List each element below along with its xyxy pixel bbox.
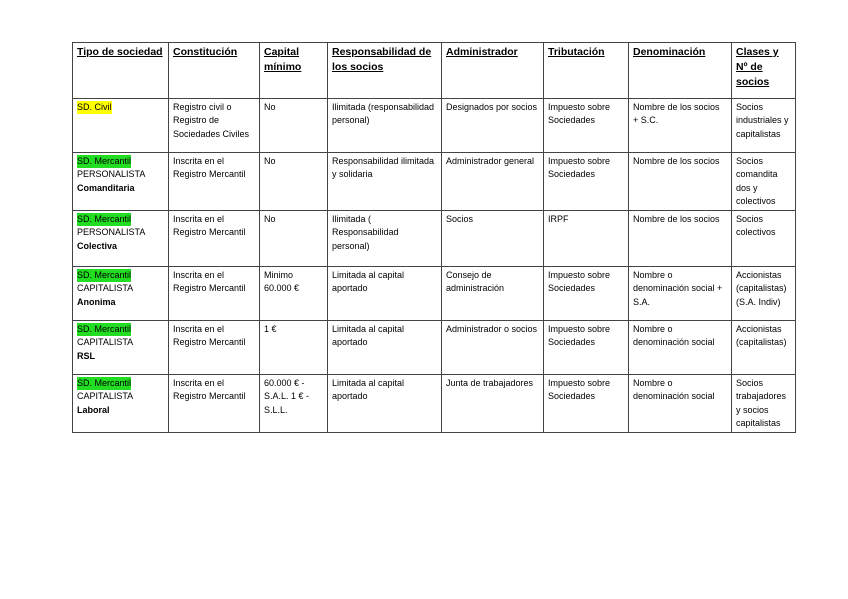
type-name: Comanditaria (77, 182, 135, 193)
cell-denominacion: Nombre de los socios (629, 211, 732, 267)
cell-constitucion: Inscrita en el Registro Mercantil (169, 375, 260, 433)
table-row (73, 375, 796, 433)
type-tag: SD. Mercantil (77, 270, 132, 281)
cell-capital: Minimo 60.000 € (260, 267, 328, 321)
type-name: Laboral (77, 404, 110, 415)
cell-administrador: Consejo de administración (442, 267, 544, 321)
cell-tributacion: Impuesto sobre Sociedades (544, 267, 629, 321)
table-row (73, 321, 796, 375)
cell-capital: 1 € (260, 321, 328, 375)
cell-denominacion: Nombre de los socios (629, 153, 732, 211)
type-name: Anonima (77, 296, 116, 307)
cell-administrador: Socios (442, 211, 544, 267)
cell-tipo (73, 375, 169, 433)
cell-tipo (73, 153, 169, 211)
cell-constitucion: Inscrita en el Registro Mercantil (169, 211, 260, 267)
type-tag: SD. Mercantil (77, 156, 132, 166)
cell-tipo (73, 211, 169, 267)
cell-administrador: Designados por socios (442, 99, 544, 153)
table-row (73, 211, 796, 267)
type-category: CAPITALISTA (77, 283, 134, 294)
cell-capital: 60.000 € - S.A.L. 1 € - S.L.L. (260, 375, 328, 433)
cell-responsabilidad: Limitada al capital aportado (328, 321, 442, 375)
table-row (73, 267, 796, 321)
cell-tributacion: Impuesto sobre Sociedades (544, 153, 629, 211)
cell-tributacion: IRPF (544, 211, 629, 267)
header-capital: Capital mínimo (260, 43, 328, 99)
cell-tributacion: Impuesto sobre Sociedades (544, 375, 629, 433)
cell-constitucion: Inscrita en el Registro Mercantil (169, 153, 260, 211)
type-tag: SD. Mercantil (77, 324, 132, 335)
header-row (73, 43, 796, 99)
cell-responsabilidad: Responsabilidad ilimitada y solidaria (328, 153, 442, 211)
cell-denominacion: Nombre o denominación social + S.A. (629, 267, 732, 321)
cell-constitucion: Inscrita en el Registro Mercantil (169, 321, 260, 375)
cell-clases: Accionistas (capitalistas) (S.A. Indiv) (732, 267, 796, 321)
cell-denominacion: Nombre de los socios + S.C. (629, 99, 732, 153)
cell-clases: Socios comandita dos y colectivos (732, 153, 796, 211)
header-denominacion: Denominación (629, 43, 732, 99)
cell-clases: Socios colectivos (732, 211, 796, 267)
cell-tipo (73, 267, 169, 321)
header-tipo: Tipo de sociedad (73, 43, 169, 99)
type-tag: SD. Mercantil (77, 378, 132, 389)
companies-table (72, 42, 796, 433)
cell-tipo (73, 321, 169, 375)
cell-denominacion: Nombre o denominación social (629, 375, 732, 433)
header-administrador: Administrador (442, 43, 544, 99)
cell-responsabilidad: Limitada al capital aportado (328, 375, 442, 433)
cell-tributacion: Impuesto sobre Sociedades (544, 321, 629, 375)
cell-responsabilidad: Ilimitada ( Responsabilidad personal) (328, 211, 442, 267)
cell-capital: No (260, 153, 328, 211)
header-responsabilidad: Responsabilidad de los socios (328, 43, 442, 99)
type-tag: SD. Mercantil (77, 214, 132, 225)
cell-constitucion: Registro civil o Registro de Sociedades Civiles (169, 99, 260, 153)
cell-constitucion: Inscrita en el Registro Mercantil (169, 267, 260, 321)
header-tributacion: Tributación (544, 43, 629, 99)
cell-administrador: Junta de trabajadores (442, 375, 544, 433)
cell-tributacion: Impuesto sobre Sociedades (544, 99, 629, 153)
cell-capital: No (260, 211, 328, 267)
type-name: RSL (77, 350, 95, 361)
type-category: CAPITALISTA (77, 337, 134, 348)
cell-responsabilidad: Ilimitada (responsabilidad personal) (328, 99, 442, 153)
table-row (73, 153, 796, 211)
header-clases: Clases y Nº de socios (732, 43, 796, 99)
cell-capital: No (260, 99, 328, 153)
cell-clases: Socios industriales y capitalistas (732, 99, 796, 153)
type-name: Colectiva (77, 240, 118, 251)
cell-administrador: Administrador general (442, 153, 544, 211)
cell-clases: Socios trabajadores y socios capitalistas (732, 375, 796, 433)
cell-responsabilidad: Limitada al capital aportado (328, 267, 442, 321)
type-category: PERSONALISTA (77, 227, 146, 238)
type-category: CAPITALISTA (77, 391, 134, 402)
cell-administrador: Administrador o socios (442, 321, 544, 375)
type-category: PERSONALISTA (77, 169, 146, 180)
table-row (73, 99, 796, 153)
cell-tipo (73, 99, 169, 153)
header-constitucion: Constitución (169, 43, 260, 99)
cell-clases: Accionistas (capitalistas) (732, 321, 796, 375)
type-tag: SD. Civil (77, 102, 112, 112)
cell-denominacion: Nombre o denominación social (629, 321, 732, 375)
